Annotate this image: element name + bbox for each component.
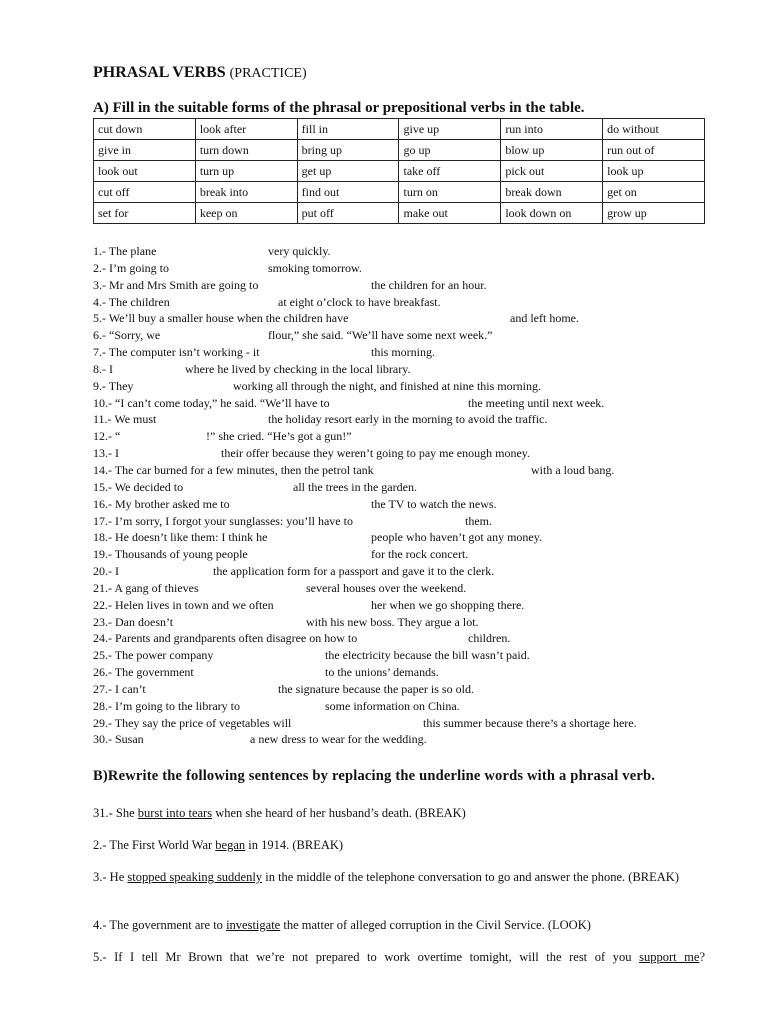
verb-table-row — [94, 140, 705, 161]
sentence-item — [93, 361, 713, 378]
sentence-item — [93, 479, 713, 496]
sentence-end: with a loud bang. — [531, 462, 615, 477]
sentence-item — [93, 698, 713, 715]
verb-table-row — [94, 182, 705, 203]
sentence-item — [93, 310, 713, 327]
sentence-start: 9.- They — [93, 378, 134, 393]
sentence-end: this summer because there’s a shortage here. — [423, 715, 637, 730]
sentence-start: 24.- Parents and grandparents often disagree on how to — [93, 631, 358, 646]
verb-table-cell: blow up — [501, 140, 603, 161]
sentence-start: 2.- I’m going to — [93, 260, 169, 275]
sentence-start: 3.- Mr and Mrs Smith are going to — [93, 277, 259, 292]
sentence-end: the TV to watch the news. — [371, 496, 497, 511]
sentence-end: the holiday resort early in the morning to avoid the traffic. — [268, 412, 548, 427]
sentence-end: and left home. — [510, 311, 579, 326]
sentence-end: where he lived by checking in the local library. — [185, 361, 411, 376]
sentence-item — [93, 462, 713, 479]
sentence-item — [93, 294, 713, 311]
verb-table-cell: make out — [399, 203, 501, 224]
sentence-item — [93, 529, 713, 546]
verb-table-cell: look down on — [501, 203, 603, 224]
underlined-phrase: began — [215, 838, 246, 852]
sentence-item — [93, 327, 713, 344]
underlined-phrase: burst into tears — [137, 806, 213, 820]
sentence-item — [93, 445, 713, 462]
sentence-end: the signature because the paper is so old. — [278, 681, 474, 696]
verb-table-cell: get on — [603, 182, 705, 203]
sentence-end: smoking tomorrow. — [268, 260, 362, 275]
sentence-end: to the unions’ demands. — [325, 665, 439, 680]
sentence-item — [93, 243, 713, 260]
sentence-item — [93, 378, 713, 395]
verb-table-cell: bring up — [297, 140, 399, 161]
title-main: PHRASAL VERBS — [93, 64, 226, 81]
verb-table-cell: set for — [94, 203, 196, 224]
sentence-end: !” she cried. “He’s got a gun!” — [206, 429, 352, 444]
verb-table-cell: turn up — [195, 161, 297, 182]
verb-table-cell: keep on — [195, 203, 297, 224]
section-b-heading: B)Rewrite the following sentences by replacing the underline words with a phrasal verb. — [93, 768, 656, 784]
verb-table-cell: break down — [501, 182, 603, 203]
sentence-end: the electricity because the bill wasn’t paid. — [325, 648, 530, 663]
sentence-start: 13.- I — [93, 446, 119, 461]
sentence-item — [93, 546, 713, 563]
rewrite-item-4: 4.- The government are to investigate the matter of alleged corruption in the Civil Service. (LOOK) — [93, 918, 591, 932]
rewrite-item-3: 3.- He stopped speaking suddenly in the middle of the telephone conversation to go and answer the phone. (BREAK) — [93, 870, 680, 884]
sentence-item — [93, 411, 713, 428]
sentence-start: 27.- I can’t — [93, 681, 146, 696]
sentence-start: 17.- I’m sorry, I forgot your sunglasses: you’ll have to — [93, 513, 353, 528]
sentence-start: 6.- “Sorry, we — [93, 328, 161, 343]
sentence-end: working all through the night, and finished at nine this morning. — [233, 378, 541, 393]
sentence-end: at eight o’clock to have breakfast. — [278, 294, 441, 309]
sentence-start: 4.- The children — [93, 294, 170, 309]
verb-table-cell: fill in — [297, 119, 399, 140]
verb-table-cell: find out — [297, 182, 399, 203]
sentence-end: the children for an hour. — [371, 277, 487, 292]
verb-table-cell: break into — [195, 182, 297, 203]
sentence-item — [93, 344, 713, 361]
sentence-end: some information on China. — [325, 698, 460, 713]
verb-table-cell: turn down — [195, 140, 297, 161]
verb-table-cell: look out — [94, 161, 196, 182]
verb-table-row — [94, 119, 705, 140]
sentence-end: children. — [468, 631, 511, 646]
sentence-item — [93, 630, 713, 647]
sentence-end: flour,” she said. “We’ll have some next week.” — [268, 328, 493, 343]
sentence-start: 5.- We’ll buy a smaller house when the children have — [93, 311, 349, 326]
sentence-item — [93, 715, 713, 732]
sentence-item — [93, 277, 713, 294]
verb-table-row — [94, 203, 705, 224]
sentence-start: 23.- Dan doesn’t — [93, 614, 174, 629]
sentence-end: this morning. — [371, 345, 436, 360]
sentence-item — [93, 647, 713, 664]
sentence-start: 26.- The government — [93, 665, 194, 680]
sentence-start: 19.- Thousands of young people — [93, 547, 248, 562]
sentence-end: the meeting until next week. — [468, 395, 605, 410]
sentence-item — [93, 614, 713, 631]
sentence-item — [93, 428, 713, 445]
sentence-start: 25.- The power company — [93, 648, 214, 663]
sentence-end: for the rock concert. — [371, 547, 469, 562]
sentence-item — [93, 664, 713, 681]
verb-table-cell: turn on — [399, 182, 501, 203]
sentence-start: 12.- “ — [93, 429, 121, 444]
verb-table-cell: give in — [94, 140, 196, 161]
verb-table-cell: pick out — [501, 161, 603, 182]
sentence-start: 11.- We must — [93, 412, 157, 427]
sentence-end: all the trees in the garden. — [293, 479, 417, 494]
sentence-start: 29.- They say the price of vegetables will — [93, 715, 292, 730]
phrasal-verb-table — [93, 118, 705, 224]
sentence-start: 16.- My brother asked me to — [93, 496, 230, 511]
verb-table-row — [94, 161, 705, 182]
verb-table-cell: put off — [297, 203, 399, 224]
verb-table-cell: look up — [603, 161, 705, 182]
section-a-heading: A) Fill in the suitable forms of the phrasal or prepositional verbs in the table. — [93, 100, 585, 116]
sentence-start: 7.- The computer isn’t working - it — [93, 345, 260, 360]
verb-table-cell: do without — [603, 119, 705, 140]
sentence-end: very quickly. — [268, 244, 331, 258]
sentence-item — [93, 681, 713, 698]
sentence-start: 20.- I — [93, 564, 119, 579]
sentence-start: 18.- He doesn’t like them: I think he — [93, 530, 268, 545]
sentence-start: 28.- I’m going to the library to — [93, 698, 240, 713]
verb-table-cell: run into — [501, 119, 603, 140]
sentence-start: 14.- The car burned for a few minutes, then the petrol tank — [93, 462, 374, 477]
sentence-start: 15.- We decided to — [93, 479, 184, 494]
sentence-item — [93, 580, 713, 597]
underlined-phrase: stopped speaking suddenly — [127, 870, 263, 884]
fill-in-sentences — [93, 243, 713, 748]
sentence-item — [93, 731, 713, 748]
sentence-end: several houses over the weekend. — [306, 580, 467, 595]
sentence-item — [93, 597, 713, 614]
sentence-end: a new dress to wear for the wedding. — [250, 732, 427, 747]
verb-table-cell: get up — [297, 161, 399, 182]
verb-table-cell: cut down — [94, 119, 196, 140]
sentence-start: 1.- The plane — [93, 244, 157, 258]
sentence-item — [93, 395, 713, 412]
sentence-start: 8.- I — [93, 361, 113, 376]
rewrite-item-5: 5.- If I tell Mr Brown that we’re not prepared to work overtime tomight, will the rest of you support me? — [93, 950, 705, 964]
page-title — [93, 64, 307, 82]
rewrite-item-2: 2.- The First World War began in 1914. (BREAK) — [93, 838, 344, 852]
underlined-phrase: investigate — [226, 918, 281, 932]
sentence-end: the application form for a passport and gave it to the clerk. — [213, 564, 495, 579]
verb-table-cell: give up — [399, 119, 501, 140]
sentence-item — [93, 563, 713, 580]
sentence-end: people who haven’t got any money. — [371, 530, 542, 545]
sentence-start: 21.- A gang of thieves — [93, 580, 199, 595]
sentence-item — [93, 513, 713, 530]
title-sub: (PRACTICE) — [229, 66, 307, 81]
sentence-start: 10.- “I can’t come today,” he said. “We’ll have to — [93, 395, 330, 410]
verb-table-cell: look after — [195, 119, 297, 140]
sentence-end: her when we go shopping there. — [371, 597, 525, 612]
verb-table-cell: take off — [399, 161, 501, 182]
underlined-phrase: support me — [639, 950, 700, 964]
rewrite-item-31: 31.- She burst into tears when she heard of her husband’s death. (BREAK) — [93, 806, 466, 820]
sentence-end: them. — [465, 513, 492, 528]
sentence-item — [93, 260, 713, 277]
sentence-item — [93, 496, 713, 513]
verb-table-cell: run out of — [603, 140, 705, 161]
verb-table-cell: grow up — [603, 203, 705, 224]
verb-table-cell: cut off — [94, 182, 196, 203]
sentence-end: their offer because they weren’t going to pay me enough money. — [221, 446, 531, 461]
sentence-start: 22.- Helen lives in town and we often — [93, 597, 274, 612]
sentence-end: with his new boss. They argue a lot. — [306, 614, 479, 629]
sentence-start: 30.- Susan — [93, 732, 144, 747]
verb-table-cell: go up — [399, 140, 501, 161]
